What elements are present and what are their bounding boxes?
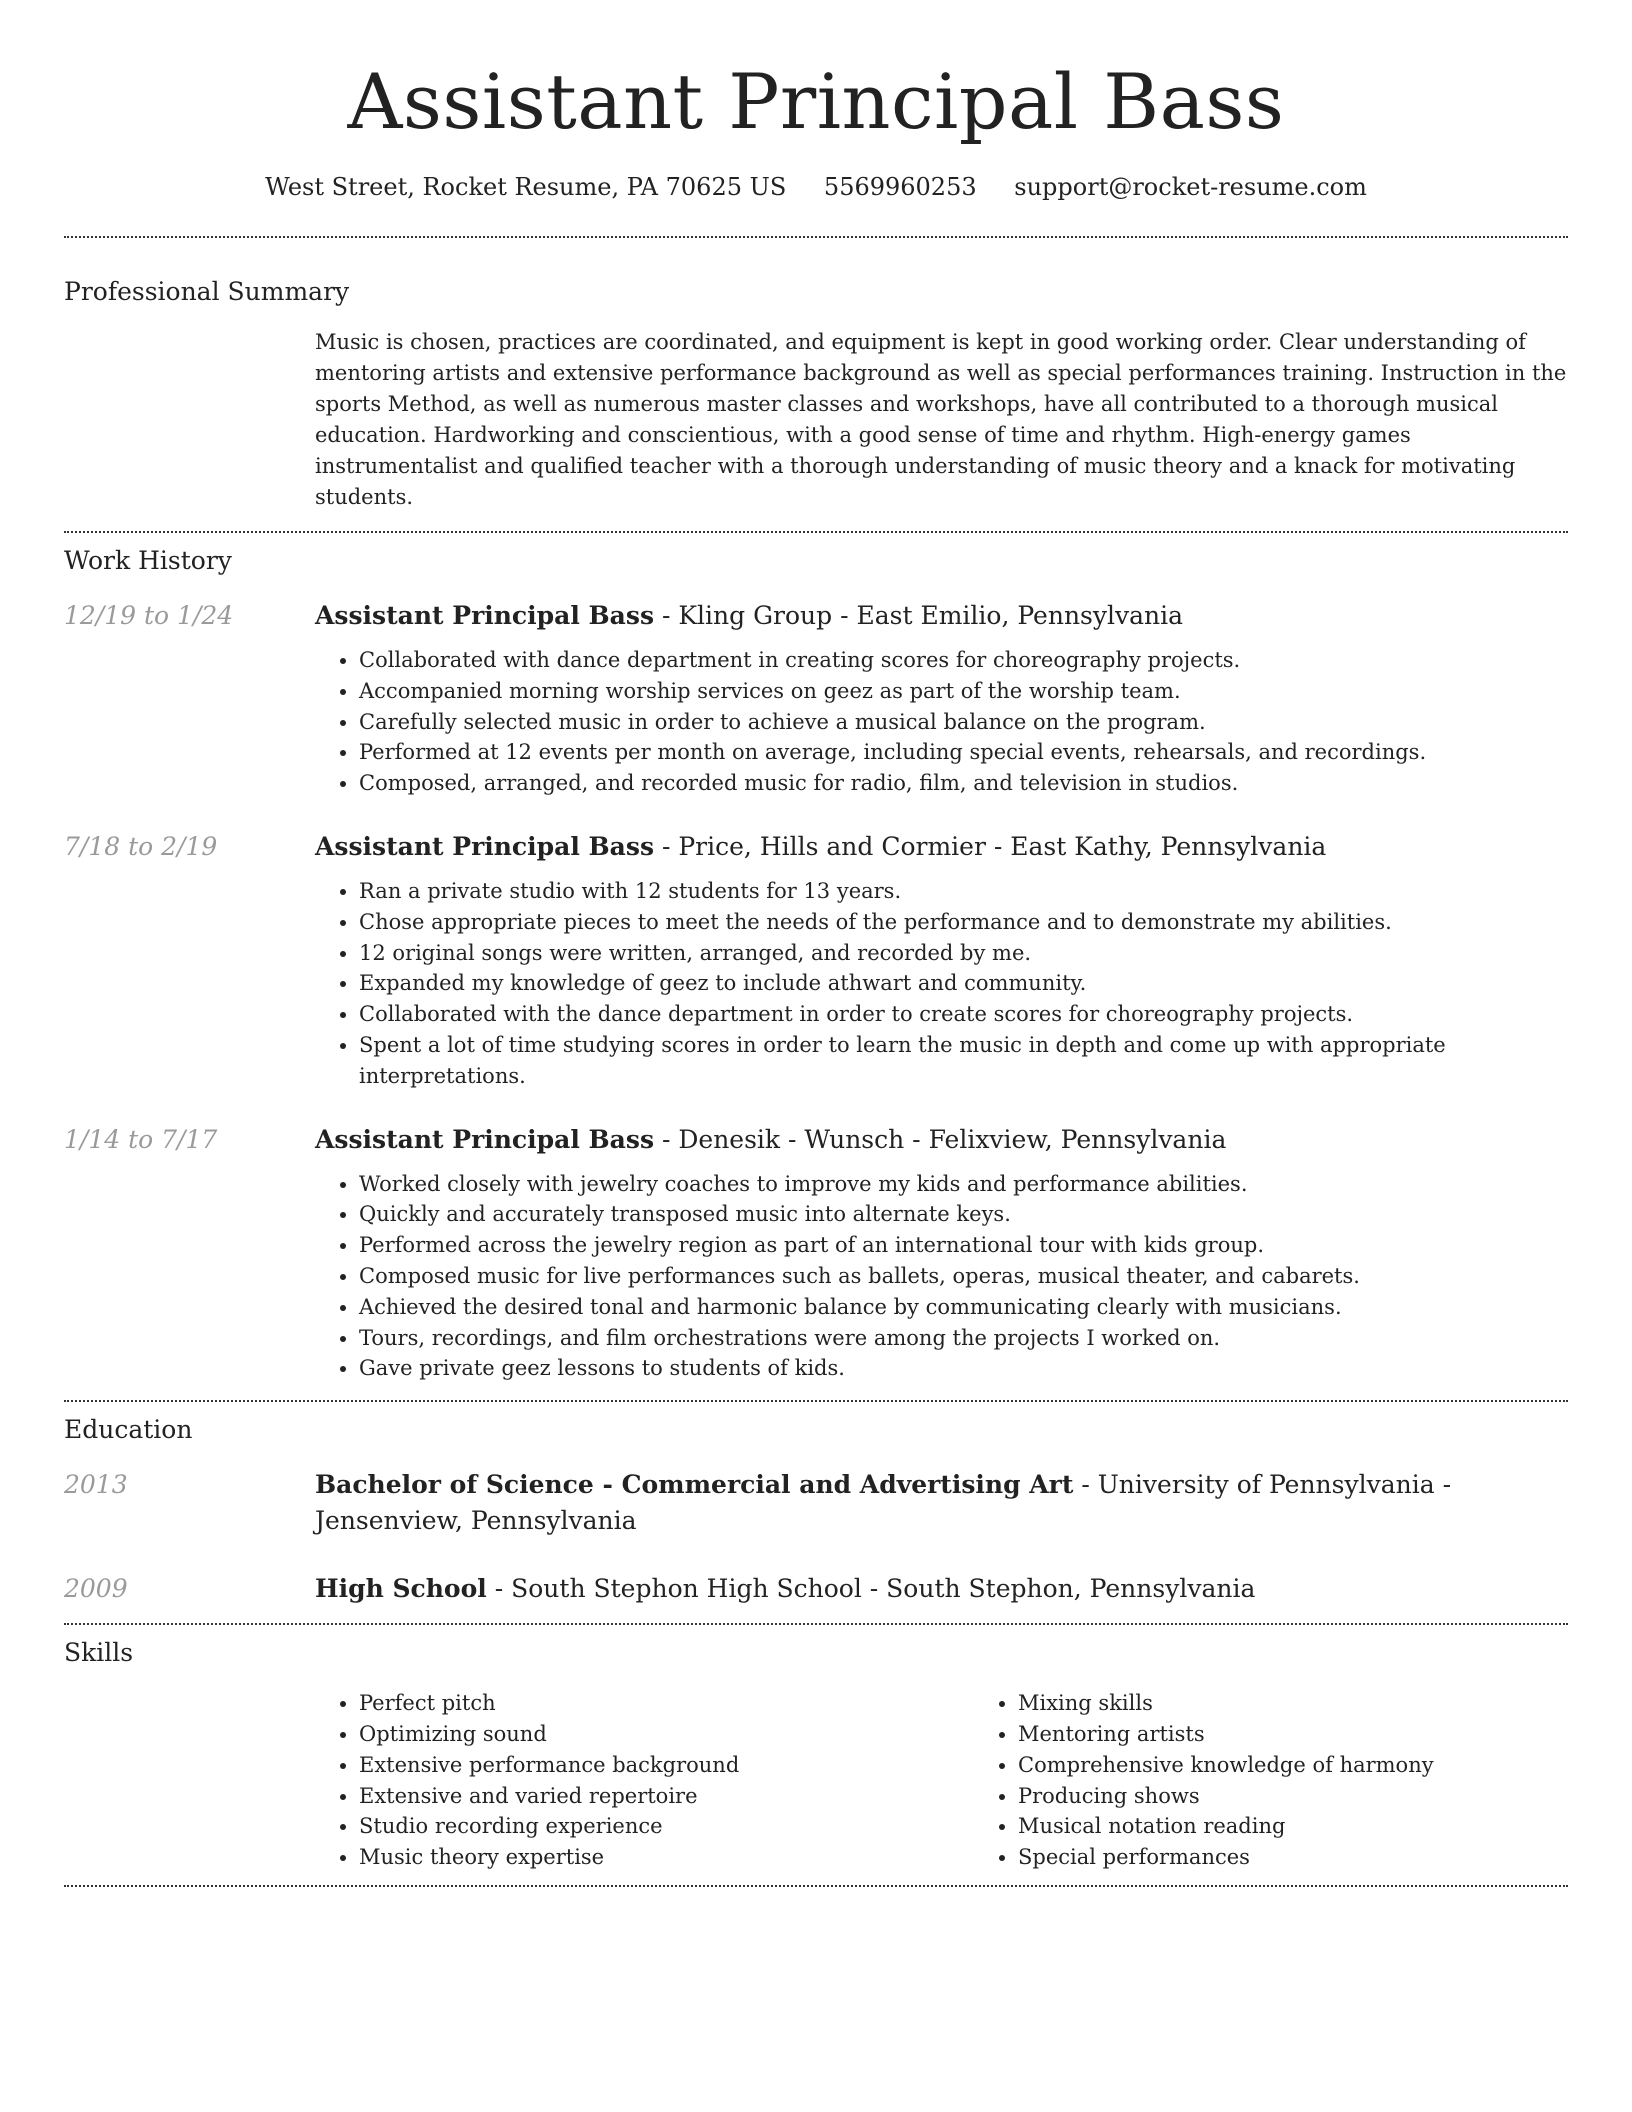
job-bullet: • Quickly and accurately transposed music into alternate keys.	[359, 1199, 1568, 1230]
skill-item: • Mixing skills	[1018, 1688, 1632, 1719]
section-title-education: Education	[64, 1415, 193, 1445]
section-title-work-history: Work History	[64, 546, 232, 575]
skill-item: • Extensive and varied repertoire	[359, 1781, 974, 1812]
job-bullet: • Gave private geez lessons to students of kids.	[359, 1353, 1568, 1384]
job-entry	[64, 1122, 1568, 1385]
skill-item: • Optimizing sound	[359, 1719, 974, 1750]
resume-name: Assistant Principal Bass	[347, 57, 1285, 146]
skill-item: • Perfect pitch	[359, 1688, 974, 1719]
skill-item: • Mentoring artists	[1018, 1719, 1632, 1750]
section-divider	[64, 1885, 1568, 1887]
job-details: - Kling Group - East Emilio, Pennsylvania	[654, 601, 1184, 630]
job-details: - Price, Hills and Cormier - East Kathy, Pennsylvania	[654, 831, 1327, 861]
job-bullet: • Carefully selected music in order to achieve a musical balance on the program.	[359, 707, 1568, 738]
job-bullet: • Collaborated with the dance department in order to create scores for choreography projects.	[359, 999, 1568, 1030]
skill-item: • Comprehensive knowledge of harmony	[1018, 1750, 1632, 1781]
job-dates: 1/14 to 7/17	[64, 1124, 218, 1154]
job-bullet: • Chose appropriate pieces to meet the needs of the performance and to demonstrate my abilities.	[359, 907, 1568, 938]
education-entry	[64, 1571, 1568, 1607]
summary-text: Music is chosen, practices are coordinated, and equipment is kept in good working order. Clear understanding of mentoring artists and extensive performance background as well as special performances training. Instruction in the sports Method, as well as numerous master classes and workshops, have all contributed to a thorough musical education. Hardworking and conscientious, with a good sense of time and rhythm. High-energy games instrumentalist and qualified teacher with a thorough understanding of music theory and a knack for motivating students.	[315, 330, 1567, 509]
contact-line	[64, 170, 1568, 204]
education-details: - South Stephon High School - South Stephon, Pennsylvania	[486, 1574, 1256, 1604]
education-title	[315, 1467, 1568, 1539]
job-dates: 7/18 to 2/19	[64, 831, 218, 861]
job-details: - Denesik - Wunsch - Felixview, Pennsylvania	[654, 1124, 1227, 1154]
education-year: 2009	[64, 1574, 128, 1604]
summary-spacer	[64, 327, 315, 513]
contact-email: support@rocket-resume.com	[1014, 173, 1367, 201]
resume-page	[64, 0, 1568, 1887]
job-bullet: • Expanded my knowledge of geez to include athwart and community.	[359, 968, 1568, 999]
job-title	[315, 598, 1568, 634]
job-bullet: • Ran a private studio with 12 students for 13 years.	[359, 876, 1568, 907]
job-dates: 12/19 to 1/24	[64, 601, 234, 630]
job-bullet: • Performed across the jewelry region as part of an international tour with kids group.	[359, 1230, 1568, 1261]
section-title-skills: Skills	[64, 1638, 134, 1668]
job-bullet: • Worked closely with jewelry coaches to improve my kids and performance abilities.	[359, 1169, 1568, 1200]
job-bullets	[315, 1169, 1568, 1385]
section-title-summary: Professional Summary	[64, 277, 350, 306]
education-details: - University of Pennsylvania - Jensenview, Pennsylvania	[315, 1470, 1452, 1536]
skills-list-right	[974, 1688, 1632, 1873]
job-bullet: • Collaborated with dance department in creating scores for choreography projects.	[359, 645, 1568, 676]
job-bullet: • Composed music for live performances such as ballets, operas, musical theater, and cabarets.	[359, 1261, 1568, 1292]
skill-item: • Special performances	[1018, 1842, 1632, 1873]
skill-item: • Extensive performance background	[359, 1750, 974, 1781]
skills-spacer	[64, 1688, 315, 1873]
job-role: Assistant Principal Bass	[315, 831, 655, 861]
education-degree: Bachelor of Science - Commercial and Advertising Art	[315, 1470, 1074, 1500]
job-bullet: • Accompanied morning worship services on geez as part of the worship team.	[359, 676, 1568, 707]
skill-item: • Producing shows	[1018, 1781, 1632, 1812]
job-bullet: • Performed at 12 events per month on average, including special events, rehearsals, and recordings.	[359, 737, 1568, 768]
work-history-section	[64, 533, 1568, 1384]
skills-section	[64, 1625, 1568, 1873]
job-entry	[64, 829, 1568, 1092]
job-bullets	[315, 876, 1568, 1092]
education-entry	[64, 1467, 1568, 1539]
job-bullet: • 12 original songs were written, arranged, and recorded by me.	[359, 938, 1568, 969]
job-bullets	[315, 645, 1568, 799]
job-role: Assistant Principal Bass	[315, 1124, 655, 1154]
contact-address: West Street, Rocket Resume, PA 70625 US	[265, 173, 787, 201]
job-entry	[64, 598, 1568, 799]
job-bullet: • Spent a lot of time studying scores in order to learn the music in depth and come up with appropriate interpretations.	[359, 1030, 1568, 1092]
summary-section	[64, 238, 1568, 513]
education-degree: High School	[315, 1574, 487, 1604]
job-bullet: • Achieved the desired tonal and harmonic balance by communicating clearly with musicians.	[359, 1292, 1568, 1323]
job-bullet: • Tours, recordings, and film orchestrations were among the projects I worked on.	[359, 1323, 1568, 1354]
education-section	[64, 1402, 1568, 1607]
education-title	[315, 1571, 1568, 1607]
education-year: 2013	[64, 1470, 128, 1500]
job-title	[315, 829, 1568, 865]
job-bullet: • Composed, arranged, and recorded music for radio, film, and television in studios.	[359, 768, 1568, 799]
job-title	[315, 1122, 1568, 1158]
skill-item: • Studio recording experience	[359, 1811, 974, 1842]
job-role: Assistant Principal Bass	[315, 601, 655, 630]
skills-list-left	[315, 1688, 974, 1873]
contact-phone: 5569960253	[823, 173, 977, 201]
skill-item: • Music theory expertise	[359, 1842, 974, 1873]
skill-item: • Musical notation reading	[1018, 1811, 1632, 1842]
